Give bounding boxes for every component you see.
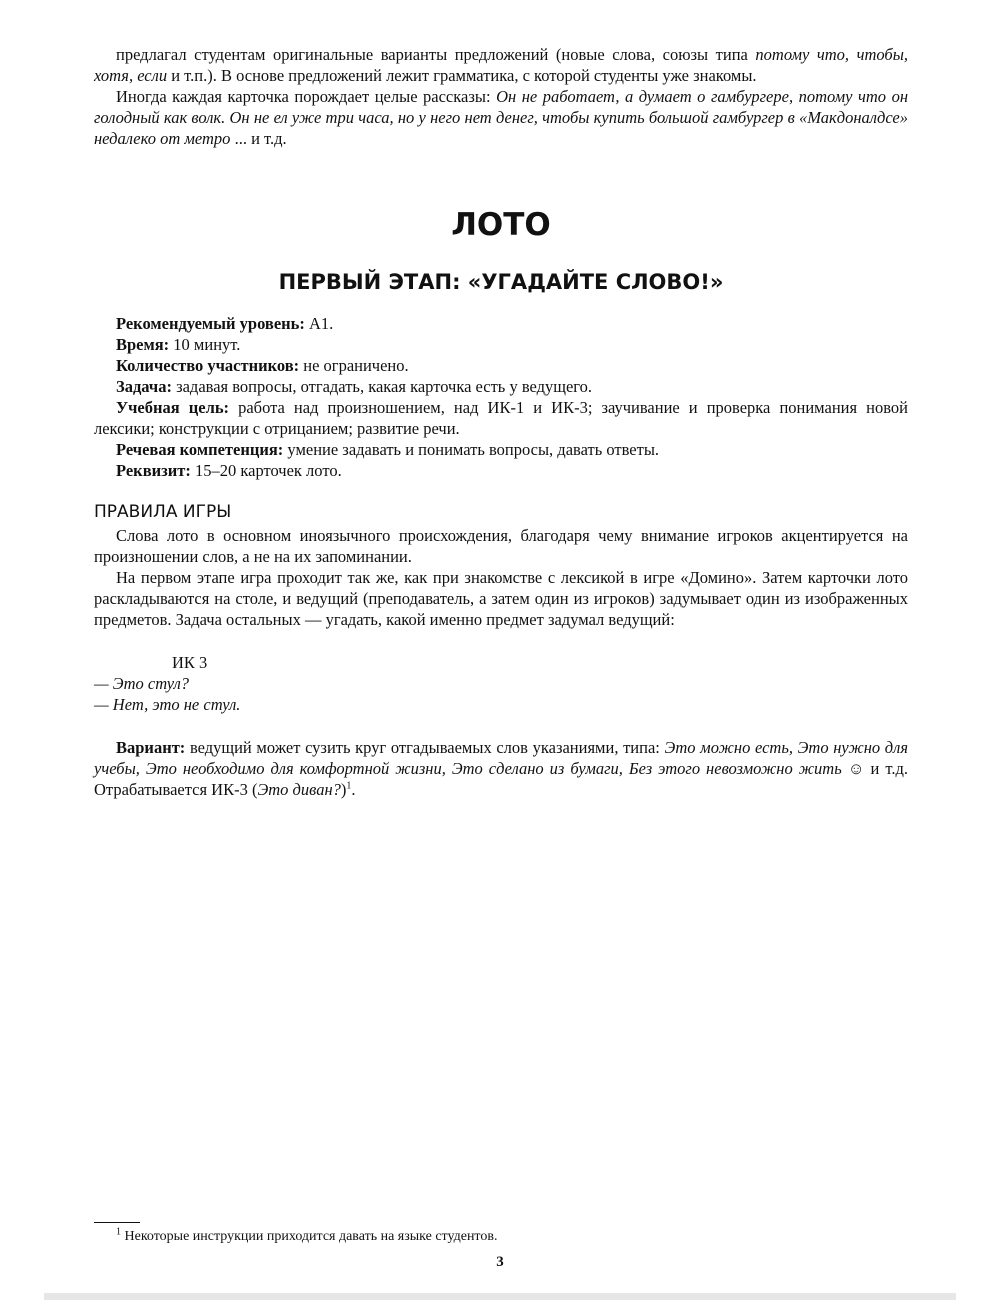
footnote: $^1$ Некоторые инструкции приходится давать на языке студентов. <box>116 1226 498 1244</box>
text-run: Иногда каждая карточка порождает целые рассказы: <box>116 87 497 106</box>
document-page <box>94 44 908 800</box>
text-run: Это можно есть, Это нужно для учебы, Это необходимо для комфортной жизни, Это сделано из бумаги, Без этого невозможно жить <box>94 738 908 778</box>
text-run: Это диван? <box>257 780 341 799</box>
meta-item: Количество участников: не ограничено. <box>116 356 409 375</box>
rules-paragraph-2: На первом этапе игра проходит так же, как при знакомстве с лексикой в игре «Домино». Затем карточки лото раскладываются на столе, и ведущий (преподаватель, а затем один из игроков) задумывает один из изображенных предметов. Задача остальных — угадать, какой именно предмет задумал ведущий: <box>94 568 908 629</box>
text-run: предлагал студентам оригинальные варианты предложений (новые слова, союзы типа <box>116 45 756 64</box>
footnote-divider <box>94 1222 140 1223</box>
meta-item: Речевая компетенция: умение задавать и понимать вопросы, давать ответы. <box>116 440 660 459</box>
dialogue-example <box>94 652 908 715</box>
dialogue-line: — Нет, это не стул. <box>94 695 241 714</box>
text-run: Вариант: <box>116 738 186 757</box>
variant-paragraph <box>94 737 908 800</box>
intonation-label: ИК 3 <box>172 653 208 672</box>
text-run: ☺ и т.д. Отрабатывается ИК-3 ( <box>94 759 908 799</box>
rules-paragraph-1: Слова лото в основном иноязычного происхождения, благодаря чему внимание игроков акцентируется на произношении слов, а не на их запоминании. <box>94 526 908 566</box>
intro-paragraph-1 <box>94 44 908 86</box>
meta-item: Рекомендуемый уровень: A1. <box>116 314 334 333</box>
intro-paragraph-2 <box>94 86 908 149</box>
meta-item: Реквизит: 15–20 карточек лото. <box>116 461 342 480</box>
text-run: потому что, чтобы, хотя, если <box>94 45 908 85</box>
text-run: ) <box>340 780 347 799</box>
rules-heading: ПРАВИЛА ИГРЫ <box>94 502 232 522</box>
text-run: 1 <box>346 780 352 792</box>
text-run: ... и т.д. <box>230 129 287 148</box>
meta-item: Время: 10 минут. <box>116 335 241 354</box>
game-meta-list <box>94 313 908 481</box>
dialogue-line: — Это стул? <box>94 674 190 693</box>
meta-item: Учебная цель: работа над произношением, над ИК-1 и ИК-3; заучивание и проверка понимания новой лексики; конструкции с отрицанием; развитие речи. <box>94 398 908 438</box>
viewer-bottom-edge <box>44 1293 956 1300</box>
section-title: ЛОТО <box>451 207 551 243</box>
text-run: ведущий может сузить круг отгадываемых слов указаниями, типа: <box>185 738 665 757</box>
text-run: и т.п.). В основе предложений лежит грамматика, с которой студенты уже знакомы. <box>167 66 757 85</box>
meta-item: Задача: задавая вопросы, отгадать, какая карточка есть у ведущего. <box>116 377 593 396</box>
text-run: . <box>351 780 356 799</box>
text-run: Он не работает, а думает о гамбургере, потому что он голодный как волк. Он не ел уже три часа, но у него нет денег, чтобы купить большой гамбургер в «Макдоналдсе» недалеко от метро <box>94 87 909 148</box>
page-number: 3 <box>496 1254 504 1270</box>
section-subtitle: ПЕРВЫЙ ЭТАП: «УГАДАЙТЕ СЛОВО!» <box>278 270 724 294</box>
